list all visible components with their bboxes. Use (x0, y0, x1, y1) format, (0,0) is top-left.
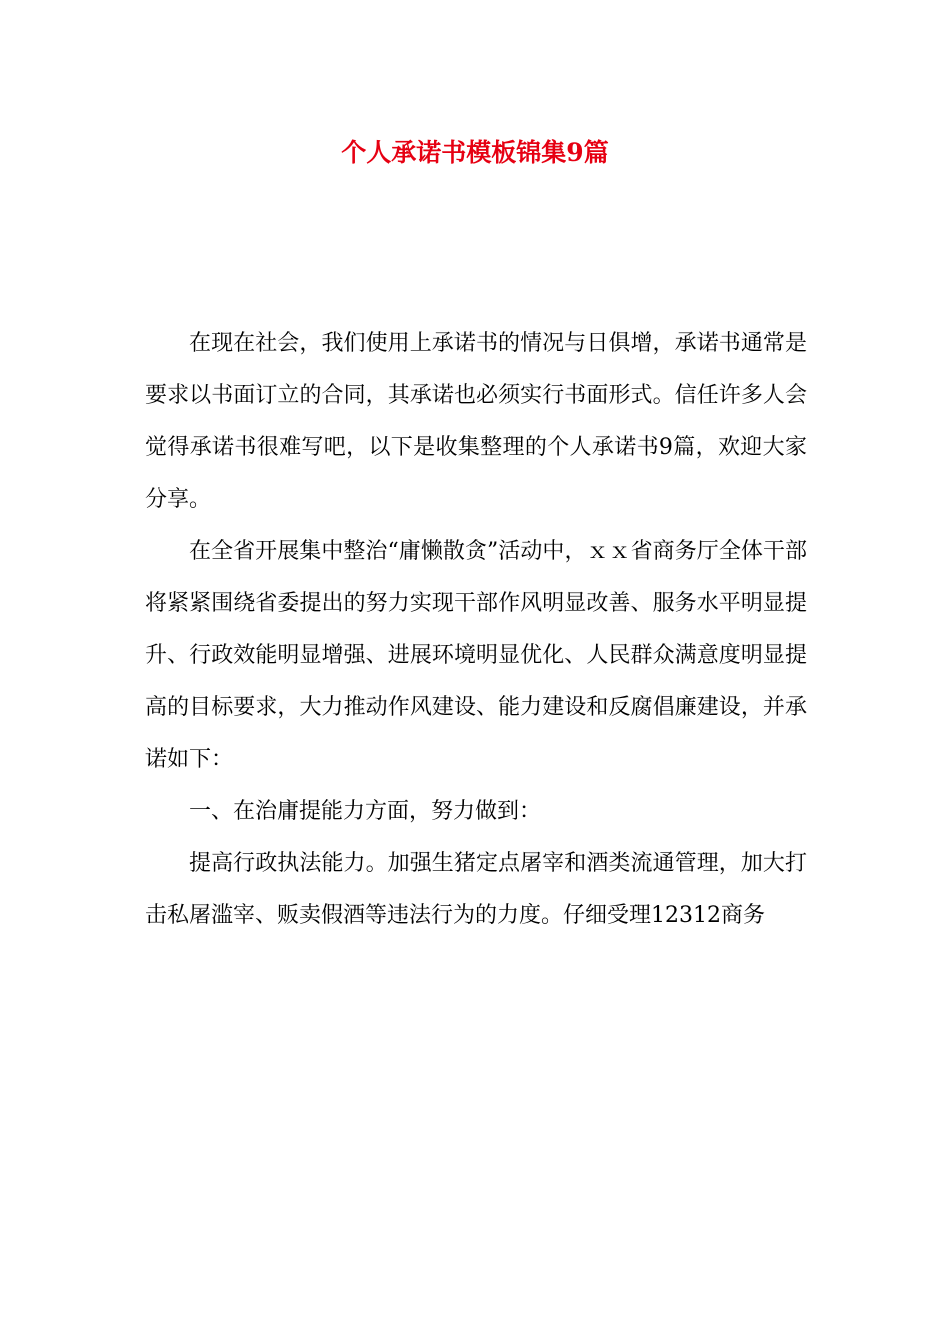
paragraph-commitment-context: 在全省开展集中整治“庸懒散贪”活动中，ｘｘ省商务厅全体干部将紧紧围绕省委提出的努力实现干部作风明显改善、服务水平明显提升、行政效能明显增强、进展环境明显优化、人民群众满意度明显提高的目标要求，大力推动作风建设、能力建设和反腐倡廉建设，并承诺如下： (145, 539, 807, 772)
paragraph-section-heading: 一、在治庸提能力方面，努力做到： (189, 799, 542, 824)
document-title: 个人承诺书模板锦集9篇 (341, 138, 609, 167)
paragraph-enforcement: 提高行政执法能力。加强生猪定点屠宰和酒类流通管理，加大打击私屠滥宰、贩卖假酒等违法行为的力度。仔细受理12312商务 (145, 851, 807, 928)
document-body (145, 318, 807, 942)
paragraph-intro: 在现在社会，我们使用上承诺书的情况与日俱增，承诺书通常是要求以书面订立的合同，其承诺也必须实行书面形式。信任许多人会觉得承诺书很难写吧，以下是收集整理的个人承诺书9篇，欢迎大家分享。 (145, 331, 807, 512)
